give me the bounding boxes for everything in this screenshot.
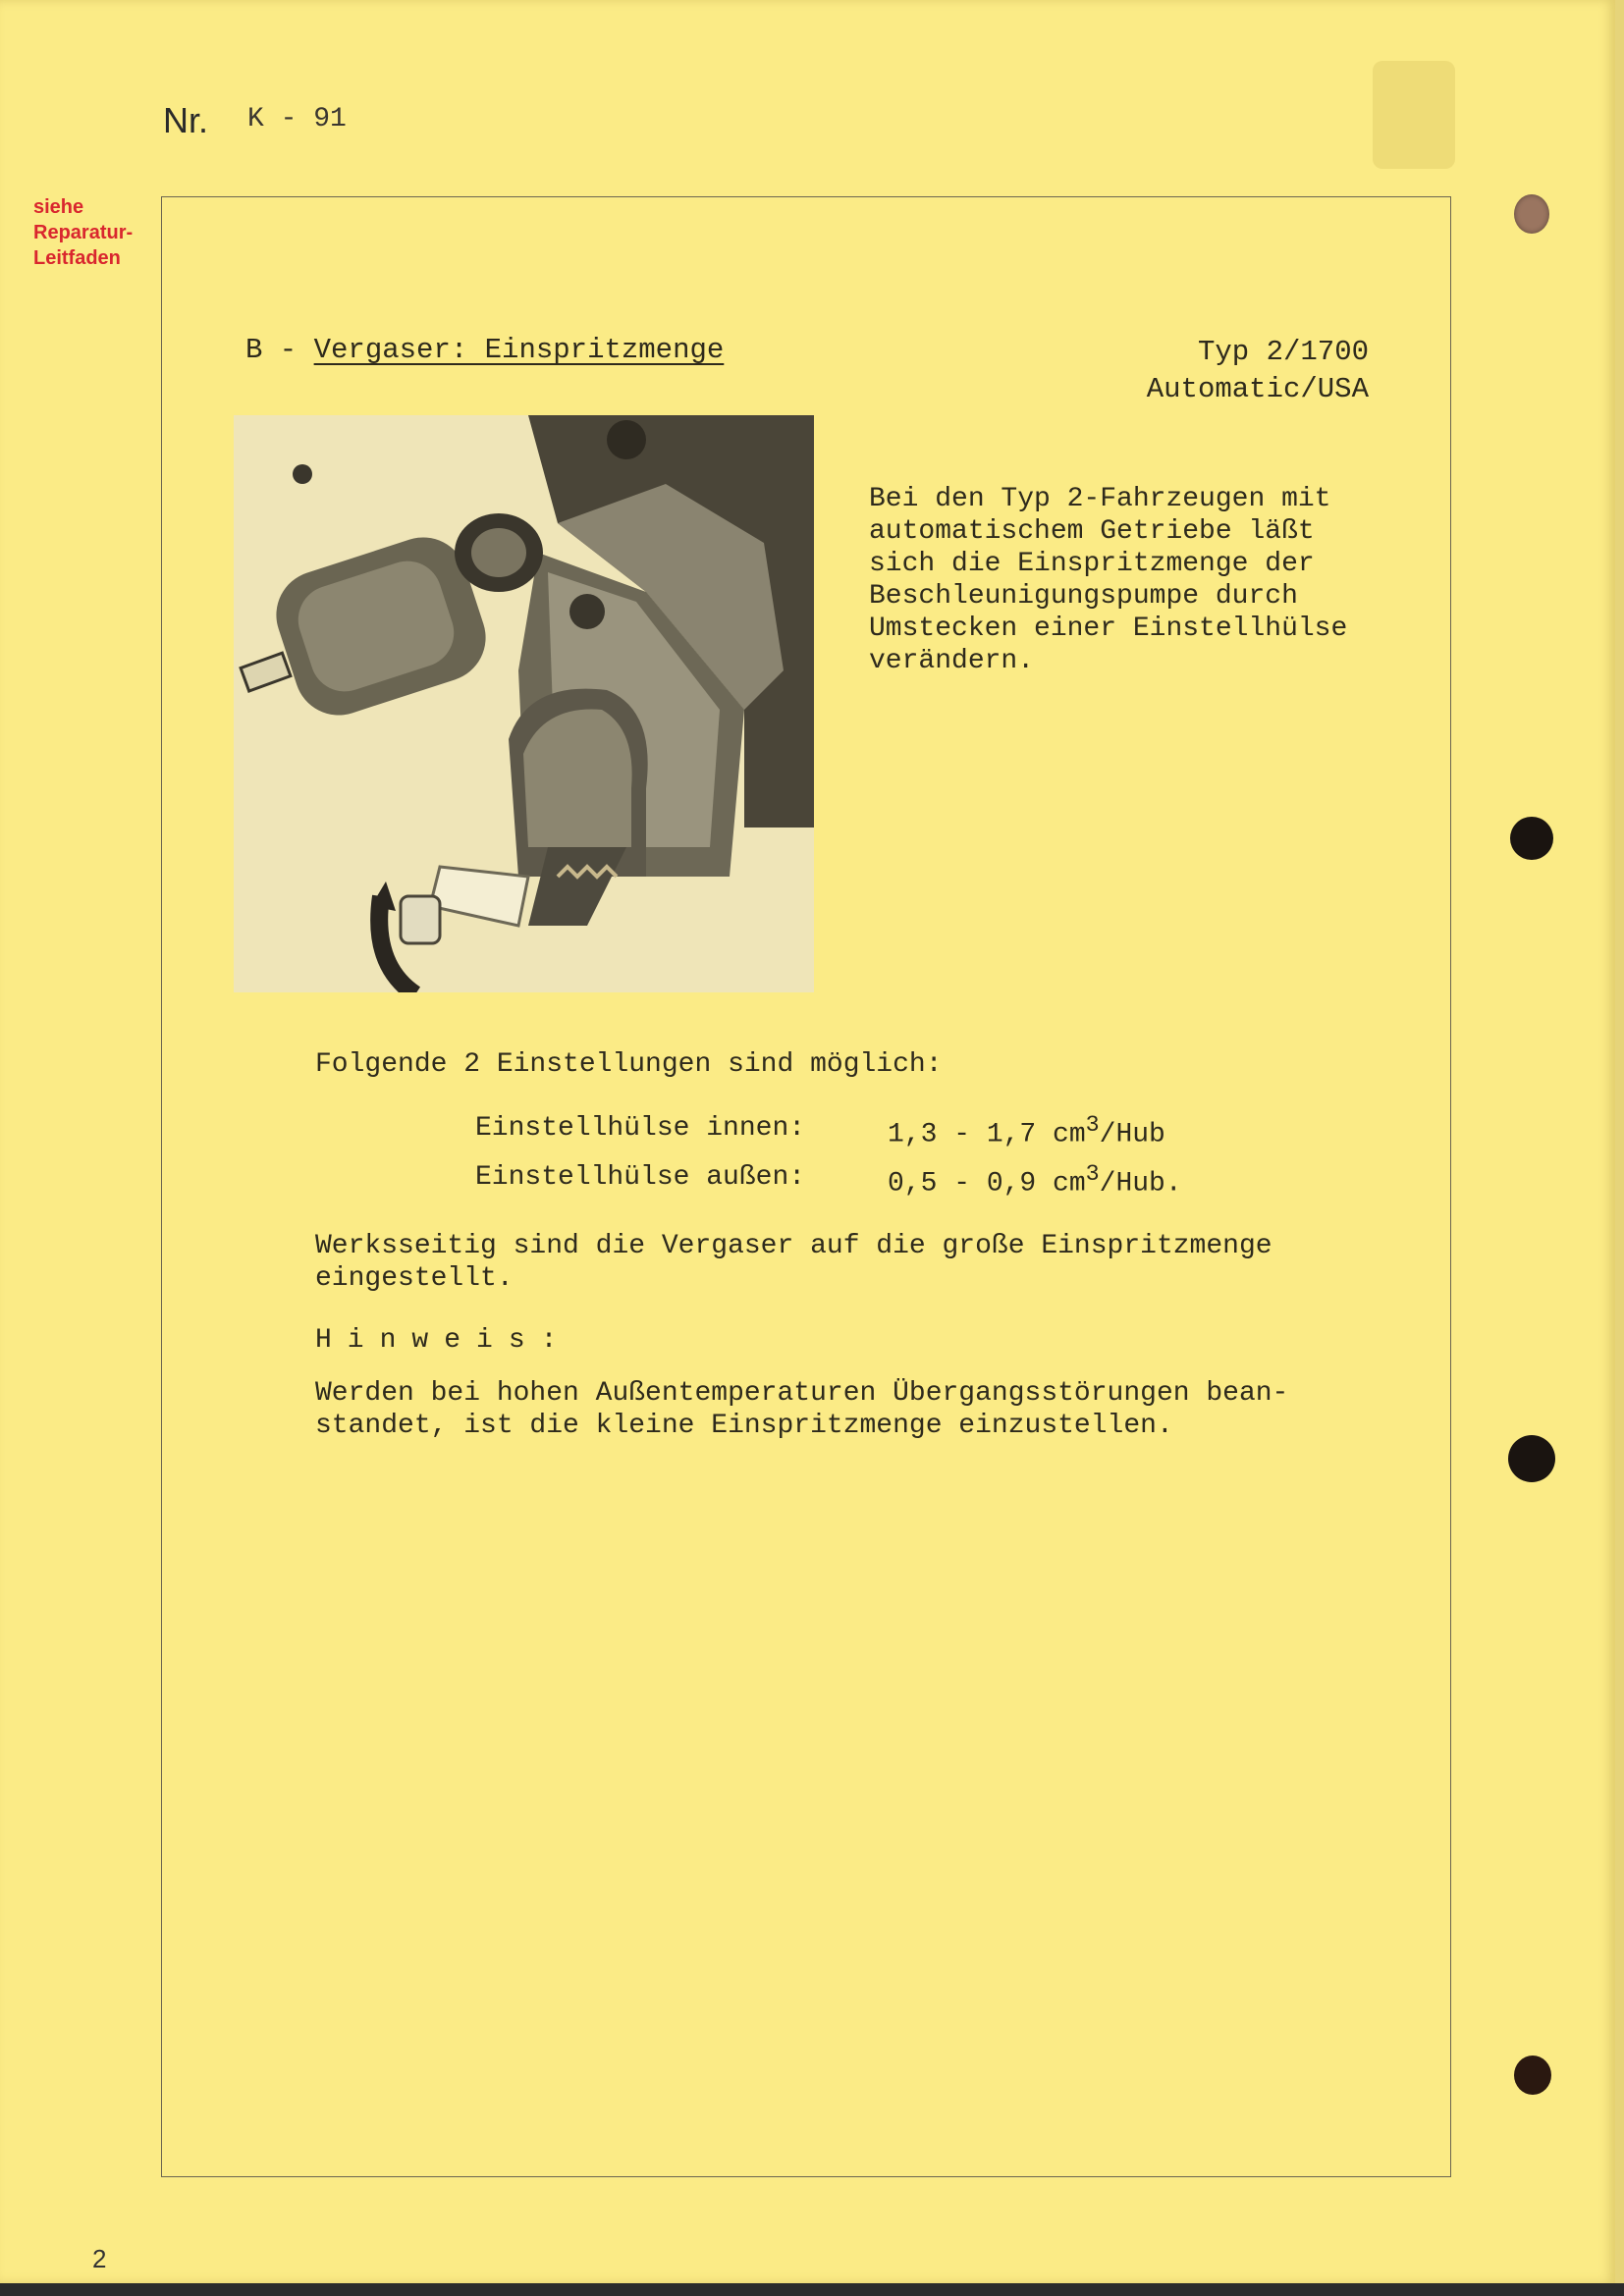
nr-label: Nr. [163, 100, 209, 140]
setting-amount: 0,5 - 0,9 cm [888, 1168, 1086, 1200]
setting-unit: /Hub [1099, 1119, 1165, 1150]
page-number: 2 [92, 2244, 107, 2273]
setting-label: Einstellhülse außen: [475, 1162, 806, 1193]
description-line: automatischem Getriebe läßt [869, 516, 1315, 547]
description-text [869, 483, 1347, 677]
hinweis-title: Hinweis: [315, 1325, 573, 1356]
setting-label: Einstellhülse innen: [475, 1113, 806, 1144]
setting-value [888, 1113, 1165, 1149]
page-bottom-edge [0, 2283, 1624, 2296]
description-line: Umstecken einer Einstellhülse [869, 614, 1348, 644]
punch-hole [1514, 2056, 1551, 2095]
punch-hole [1510, 817, 1553, 860]
description-line: verändern. [869, 646, 1035, 676]
nr-value: K - 91 [247, 104, 347, 134]
vehicle-type [1068, 334, 1369, 408]
carburetor-photo [234, 415, 814, 992]
page-right-edge [1615, 0, 1624, 2296]
margin-note-line: siehe [33, 196, 84, 218]
watermark-mark [1373, 61, 1455, 169]
margin-note [33, 194, 133, 271]
vehicle-type-line: Automatic/USA [1146, 373, 1369, 405]
punch-hole [1514, 194, 1549, 234]
section-heading [245, 334, 724, 366]
setting-exponent: 3 [1085, 1162, 1100, 1188]
punch-hole [1508, 1435, 1555, 1482]
factory-note-line: eingestellt. [315, 1263, 514, 1294]
margin-note-line: Leitfaden [33, 247, 121, 269]
description-line: sich die Einspritzmenge der [869, 549, 1315, 579]
setting-unit: /Hub. [1099, 1168, 1182, 1200]
section-prefix: B - [245, 334, 314, 366]
factory-note-line: Werksseitig sind die Vergaser auf die große Einspritzmenge [315, 1231, 1272, 1261]
factory-note [315, 1230, 1272, 1295]
description-line: Bei den Typ 2-Fahrzeugen mit [869, 484, 1331, 514]
vehicle-type-line: Typ 2/1700 [1197, 336, 1369, 368]
hinweis-line: Werden bei hohen Außentemperaturen Übergangsstörungen bean- [315, 1378, 1289, 1409]
hinweis-line: standet, ist die kleine Einspritzmenge einzustellen. [315, 1411, 1173, 1441]
setting-value [888, 1162, 1182, 1199]
hinweis-text [315, 1377, 1288, 1442]
description-line: Beschleunigungspumpe durch [869, 581, 1298, 612]
section-title: Vergaser: Einspritzmenge [313, 334, 725, 366]
margin-note-line: Reparatur- [33, 222, 134, 243]
settings-intro: Folgende 2 Einstellungen sind möglich: [315, 1049, 943, 1080]
setting-exponent: 3 [1085, 1113, 1100, 1139]
setting-amount: 1,3 - 1,7 cm [888, 1119, 1086, 1150]
